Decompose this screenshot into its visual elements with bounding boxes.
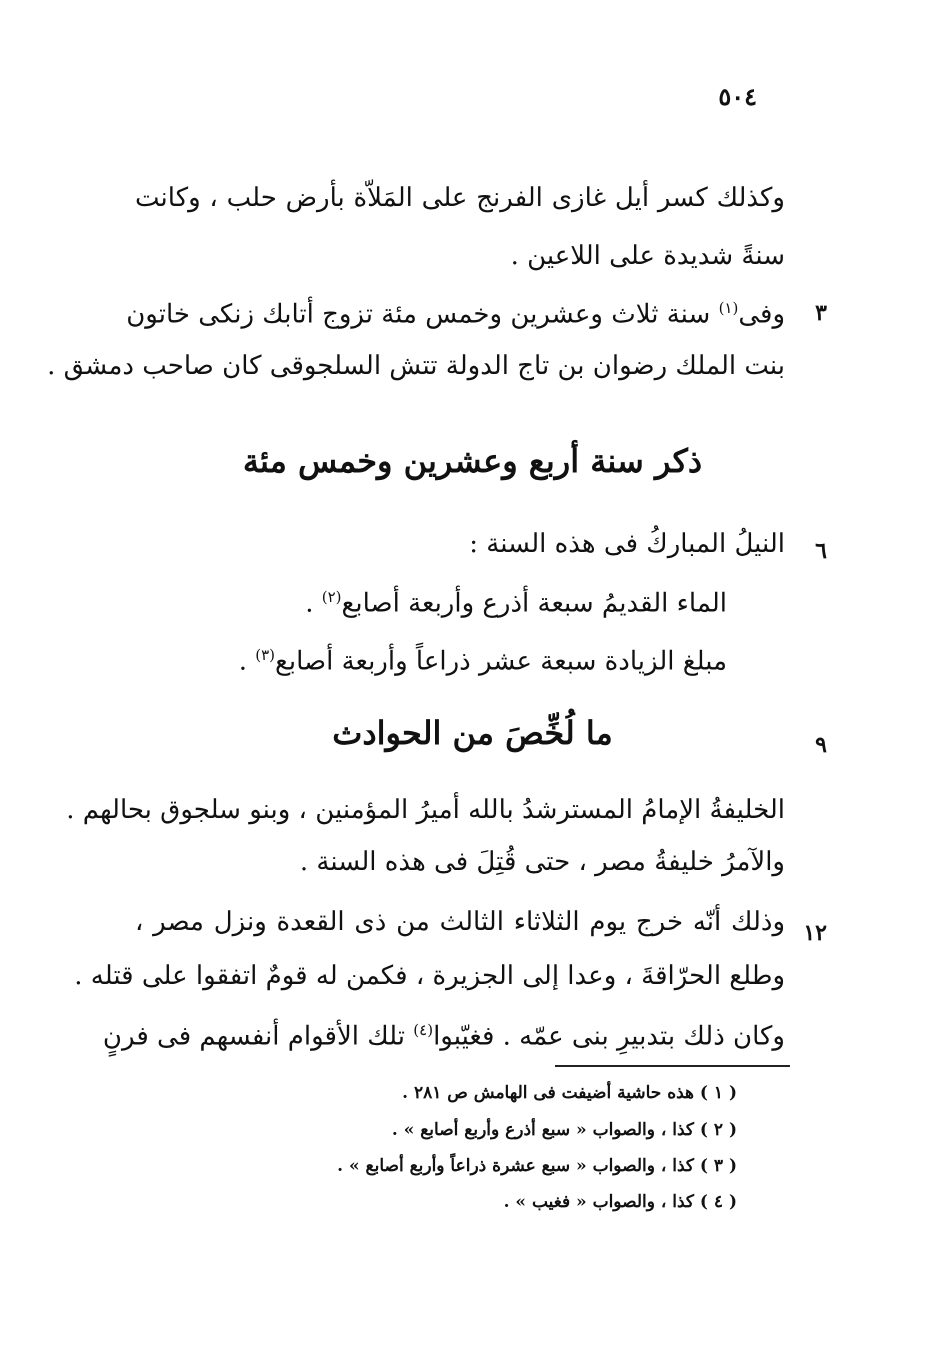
nile-old-water-end: . (305, 588, 322, 619)
nile-increase-end: . (238, 646, 256, 677)
paragraph-4-line-2: وطلع الحرّاقةَ ، وعدا إلى الجزيرة ، فكمن له قومٌ اتفقوا على قتله . (74, 961, 785, 991)
nile-increase-text: مبلغ الزيادة سبعة عشر ذراعاً وأربعة أصابع (275, 646, 727, 677)
paragraph-4-line-3-start: وكان ذلك بتدبيرِ بنى عمّه . فغيّبوا (433, 1021, 785, 1052)
paragraph-4-line-3-end: تلك الأقوام أنفسهم فى فرنٍ (102, 1021, 414, 1052)
paragraph-2-line-1-start: وفى (738, 299, 785, 330)
footnote-2: ( ٢ ) كذا ، والصواب « سبع أذرع وأربع أصابع » . (391, 1120, 737, 1140)
nile-old-water-line (305, 588, 727, 619)
nile-old-water-text: الماء القديمُ سبعة أذرع وأربعة أصابع (341, 588, 727, 619)
footnote-ref-3: (٣) (255, 646, 276, 664)
line-number-9: ٩ (815, 732, 827, 758)
paragraph-3-line-2: والآمرُ خليفةُ مصر ، حتى قُتِلَ فى هذه السنة . (299, 847, 785, 877)
line-number-3: ٣ (815, 300, 827, 326)
paragraph-3-line-1: الخليفةُ الإمامُ المسترشدُ بالله أميرُ المؤمنين ، وبنو سلجوق بحالهم . (66, 795, 785, 825)
paragraph-4-line-3 (102, 1010, 785, 1057)
paragraph-1-line-2: سنةً شديدة على اللاعين . (510, 241, 785, 271)
section-heading-year: ذكر سنة أربع وعشرين وخمس مئة (242, 442, 703, 480)
nile-increase-line (239, 646, 727, 677)
paragraph-1-line-1: وكذلك كسر أيل غازى الفرنج على المَلاّة بأرض حلب ، وكانت (135, 183, 785, 213)
footnote-3: ( ٣ ) كذا ، والصواب « سبع عشرة ذراعاً وأربع أصابع » . (337, 1156, 737, 1176)
footnote-ref-2: (٢) (321, 588, 342, 606)
paragraph-4-line-1: وذلك أنّه خرج يوم الثلاثاء الثالث من ذى القعدة ونزل مصر ، (135, 907, 785, 937)
line-number-6: ٦ (815, 538, 827, 564)
nile-intro: النيلُ المباركُ فى هذه السنة : (469, 529, 785, 559)
footnote-4: ( ٤ ) كذا ، والصواب « فغيب » . (503, 1192, 737, 1212)
footnote-1: ( ١ ) هذه حاشية أضيفت فى الهامش ص ٢٨١ . (402, 1083, 737, 1103)
paragraph-2-line-2: بنت الملك رضوان بن تاج الدولة تتش السلجوقى كان صاحب دمشق . (47, 351, 785, 381)
page-number: ٥٠٤ (718, 82, 757, 111)
footnote-ref-1: (١) (718, 299, 739, 317)
section-heading-events: ما لُخِّصَ من الحوادث (332, 714, 613, 752)
footnote-divider (555, 1065, 790, 1067)
footnote-ref-4: (٤) (413, 1021, 434, 1039)
paragraph-2-line-1 (126, 288, 785, 335)
paragraph-2-line-1-end: سنة ثلاث وعشرين وخمس مئة تزوج أتابك زنكى خاتون (126, 299, 719, 330)
line-number-12: ١٢ (803, 920, 827, 946)
